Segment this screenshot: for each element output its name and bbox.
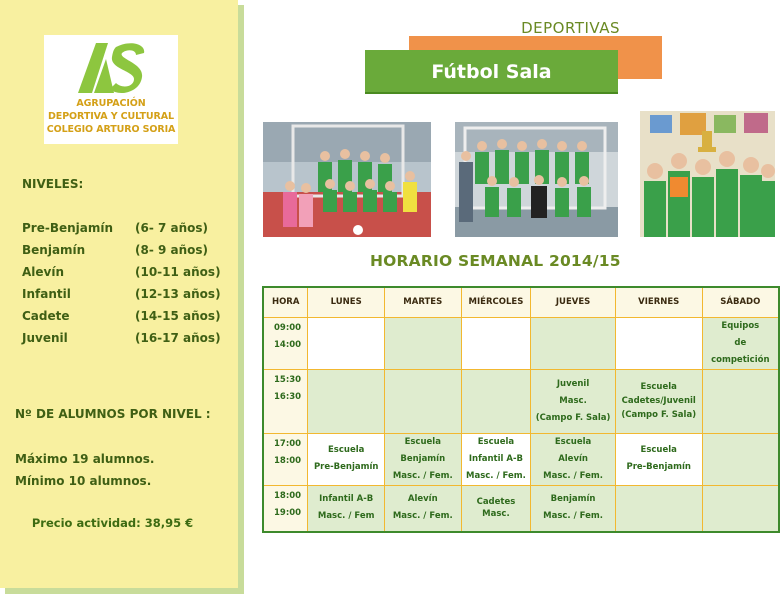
table-row	[263, 433, 779, 485]
schedule-cell	[461, 485, 531, 532]
column-header: VIERNES	[615, 287, 702, 317]
cell-text: Benjamín	[400, 453, 446, 464]
hour-start: 18:00	[274, 490, 302, 501]
schedule-cell	[384, 433, 461, 485]
schedule-cell	[384, 317, 461, 369]
cell-text: Masc. / Fem	[317, 511, 375, 522]
schedule-cell	[308, 485, 385, 532]
schedule-cell	[461, 317, 531, 369]
team-photo-2	[455, 122, 618, 237]
hour-cell	[263, 485, 308, 532]
cell-text: competición	[711, 354, 770, 365]
level-name: Cadete	[22, 309, 70, 323]
level-ages: (8- 9 años)	[135, 243, 209, 257]
level-ages: (14-15 años)	[135, 309, 221, 323]
table-row	[263, 485, 779, 532]
category-label: DEPORTIVAS	[521, 19, 620, 37]
schedule-cell	[531, 433, 615, 485]
hour-start: 09:00	[274, 322, 302, 333]
level-row	[22, 331, 222, 353]
cell-text: Infantil A-B	[468, 453, 523, 464]
level-name: Juvenil	[22, 331, 68, 345]
cell-text: Pre-Benjamín	[626, 462, 691, 472]
level-name: Pre-Benjamín	[22, 221, 114, 235]
schedule-cell	[702, 369, 779, 433]
cell-text: Escuela	[640, 445, 677, 455]
hour-cell	[263, 433, 308, 485]
cell-text: Masc.	[482, 509, 510, 520]
cell-text: Alevín	[558, 453, 588, 464]
schedule-cell	[531, 369, 615, 433]
cell-text: Equipos	[721, 320, 760, 331]
schedule-cell	[384, 369, 461, 433]
level-ages: (6- 7 años)	[135, 221, 209, 235]
cell-text: Masc. / Fem.	[543, 511, 603, 522]
cell-text: Infantil A-B	[319, 494, 374, 505]
logo-line-1: AGRUPACIÓN	[76, 98, 146, 109]
schedule-cell	[461, 369, 531, 433]
cell-text: Masc. / Fem.	[392, 511, 453, 522]
schedule-title: HORARIO SEMANAL 2014/15	[370, 252, 621, 270]
cell-text: Escuela	[554, 436, 592, 447]
schedule-cell	[531, 485, 615, 532]
column-header: JUEVES	[531, 287, 615, 317]
logo-line-2: DEPORTIVA Y CULTURAL	[48, 111, 174, 122]
schedule-table	[262, 286, 780, 533]
level-row	[22, 221, 222, 243]
schedule-cell	[531, 317, 615, 369]
level-row	[22, 309, 222, 331]
logo-as-mark	[74, 39, 148, 97]
niveles-title: NIVELES:	[22, 177, 84, 191]
schedule-cell	[702, 433, 779, 485]
column-header: SÁBADO	[702, 287, 779, 317]
team-photo-3	[640, 111, 775, 237]
level-name: Alevín	[22, 265, 65, 279]
schedule-cell	[615, 317, 702, 369]
alumnos-title: Nº DE ALUMNOS POR NIVEL :	[15, 407, 211, 421]
level-name: Infantil	[22, 287, 71, 301]
table-header-row	[263, 287, 779, 317]
schedule-cell	[461, 433, 531, 485]
precio-actividad: Precio actividad: 38,95 €	[31, 516, 194, 530]
schedule-cell	[702, 317, 779, 369]
min-alumnos: Mínimo 10 alumnos.	[15, 474, 152, 488]
schedule-cell	[308, 433, 385, 485]
level-ages: (16-17 años)	[135, 331, 221, 345]
schedule-cell	[308, 369, 385, 433]
sport-title-bar	[365, 50, 618, 94]
hour-end: 14:00	[274, 339, 302, 350]
cell-text: Escuela	[404, 436, 441, 447]
level-row	[22, 287, 222, 309]
column-header: MARTES	[384, 287, 461, 317]
column-header: HORA	[263, 287, 308, 317]
sport-title: Fútbol Sala	[431, 61, 552, 83]
cell-text: Masc.	[559, 395, 587, 406]
cell-text: (Campo F. Sala)	[621, 410, 697, 420]
cell-text: Masc. / Fem.	[466, 470, 526, 481]
cell-text: Escuela	[640, 382, 677, 392]
max-alumnos: Máximo 19 alumnos.	[15, 452, 155, 466]
level-ages: (10-11 años)	[135, 265, 221, 279]
table-row	[263, 369, 779, 433]
cell-text: Cadetes	[476, 497, 516, 508]
hour-end: 19:00	[274, 507, 302, 518]
logo-line-3: COLEGIO ARTURO SORIA	[46, 124, 176, 135]
schedule-cell	[615, 369, 702, 433]
hour-start: 17:00	[274, 438, 302, 449]
cell-text: Masc. / Fem.	[392, 470, 453, 481]
schedule-cell	[384, 485, 461, 532]
schedule-cell	[615, 485, 702, 532]
cell-text: Masc. / Fem.	[543, 470, 603, 481]
schedule-cell	[308, 317, 385, 369]
cell-text: Escuela	[477, 436, 515, 447]
hour-end: 18:00	[274, 455, 302, 466]
level-ages: (12-13 años)	[135, 287, 221, 301]
hour-cell	[263, 369, 308, 433]
cell-text: de	[734, 337, 747, 348]
cell-text: Juvenil	[556, 378, 590, 389]
hour-cell	[263, 317, 308, 369]
cell-text: Cadetes/Juvenil	[621, 396, 696, 406]
cell-text: Benjamín	[550, 494, 596, 505]
table-row	[263, 317, 779, 369]
team-photo-1	[263, 122, 431, 237]
level-row	[22, 265, 222, 287]
column-header: LUNES	[308, 287, 385, 317]
level-name: Benjamín	[22, 243, 86, 257]
hour-end: 16:30	[274, 391, 302, 402]
logo	[44, 35, 178, 144]
left-panel	[0, 0, 238, 588]
cell-text: Alevín	[407, 494, 438, 505]
hour-start: 15:30	[274, 374, 302, 385]
cell-text: (Campo F. Sala)	[535, 412, 611, 423]
cell-text: Pre-Benjamín	[313, 462, 379, 472]
column-header: MIÉRCOLES	[461, 287, 531, 317]
cell-text: Escuela	[328, 445, 365, 455]
level-row	[22, 243, 222, 265]
schedule-cell	[615, 433, 702, 485]
schedule-cell	[702, 485, 779, 532]
